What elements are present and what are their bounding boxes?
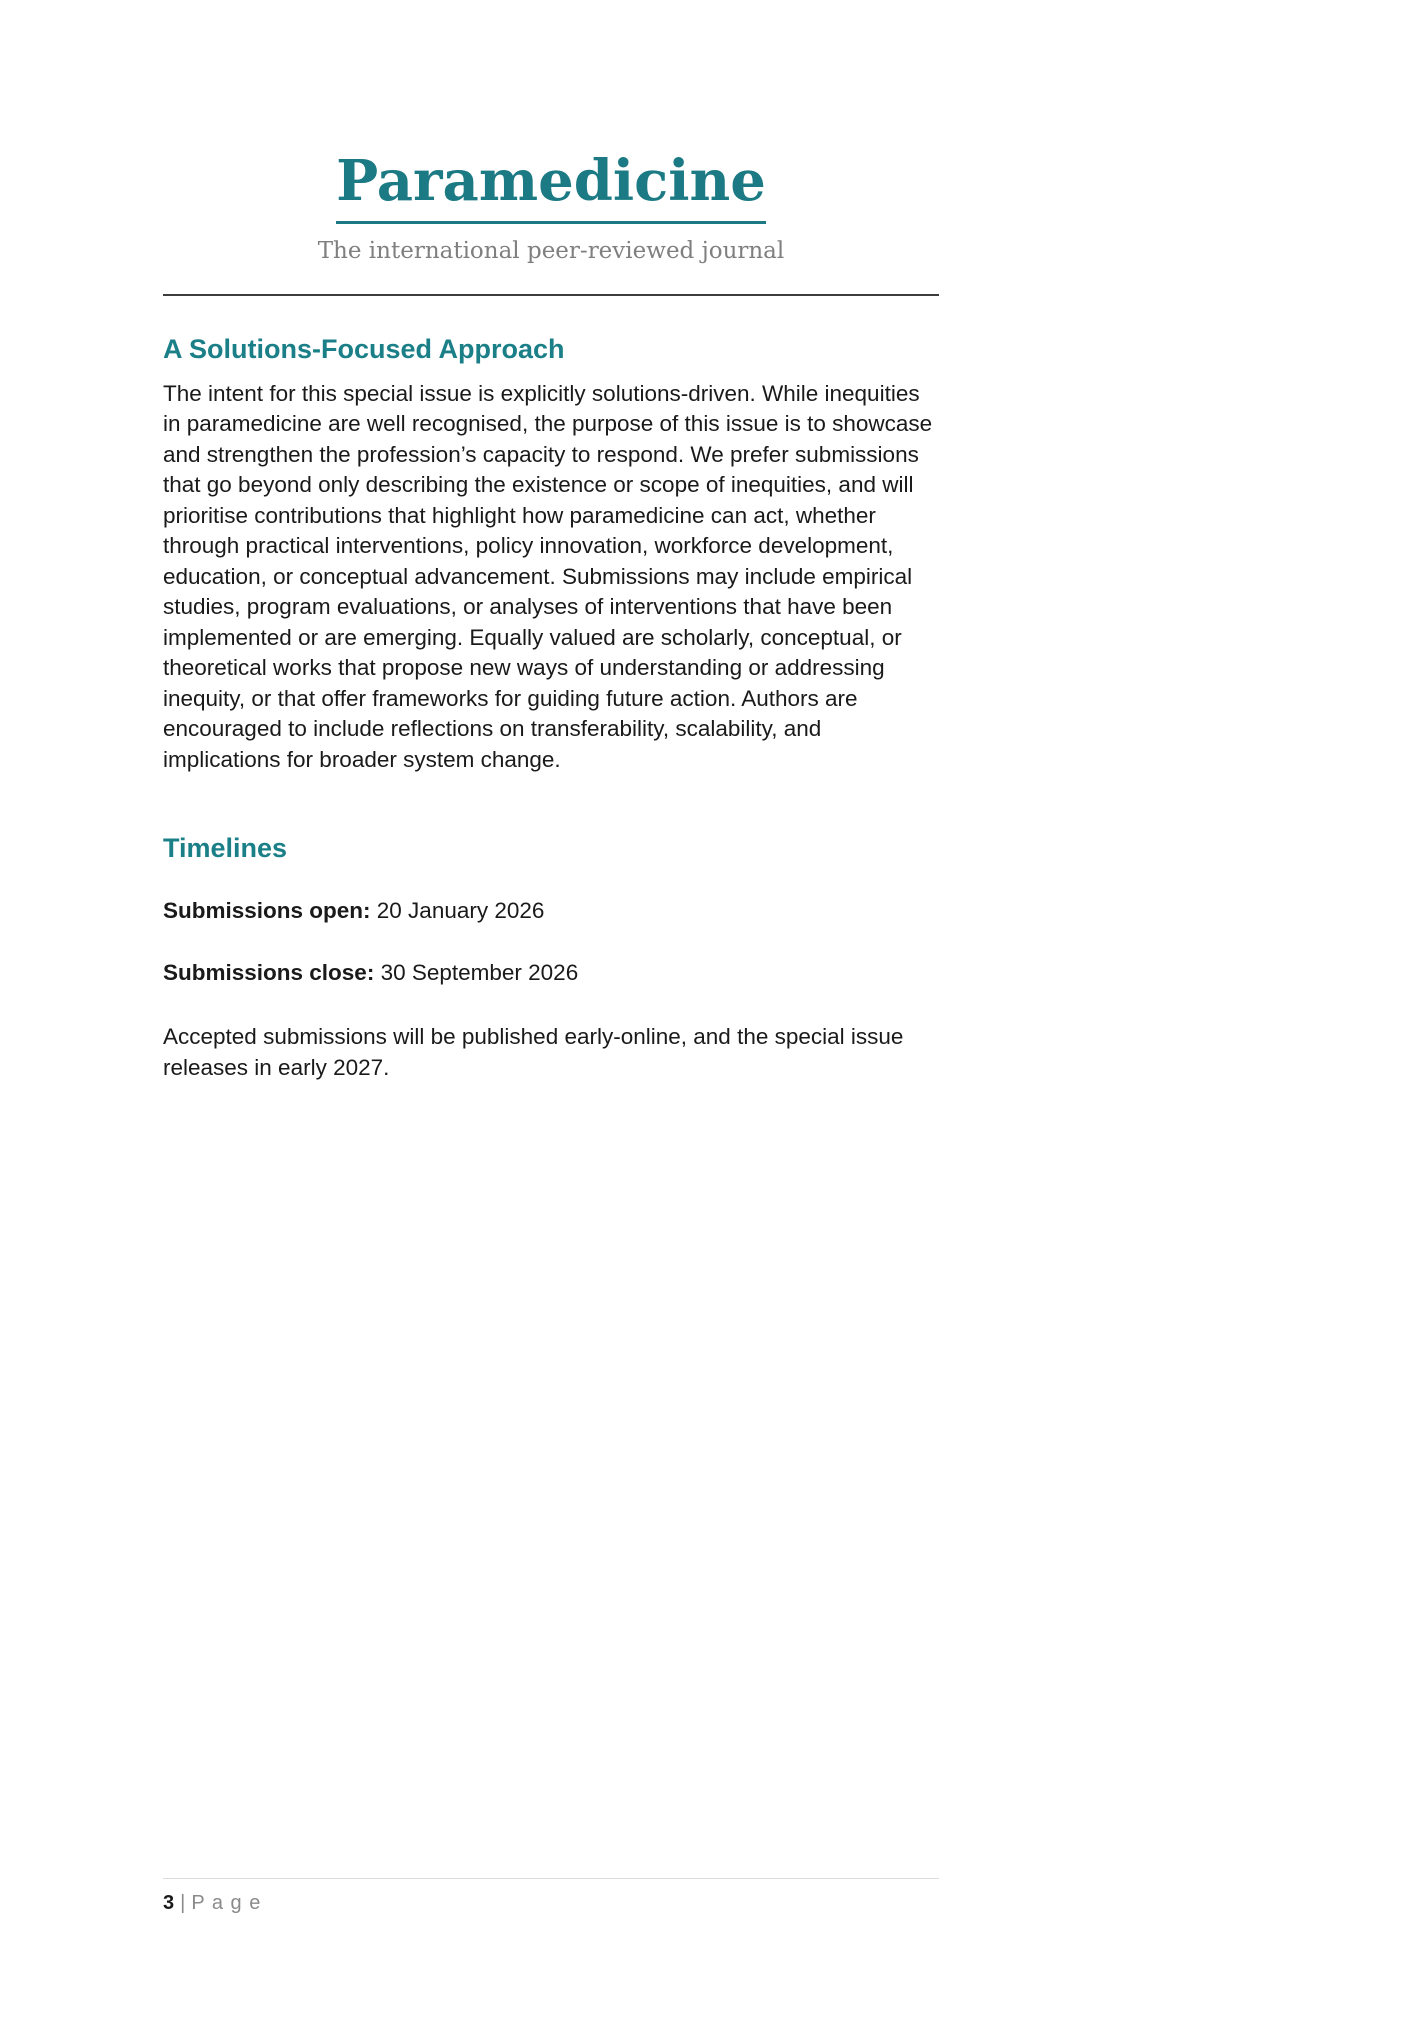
submissions-close-label: Submissions close:: [163, 960, 375, 986]
header-divider: [163, 294, 939, 296]
content-column: [163, 0, 939, 1083]
journal-logo: Paramedicine: [336, 152, 766, 224]
journal-tagline: The international peer-reviewed journal: [317, 237, 785, 264]
page-footer: [163, 1878, 939, 1915]
footer-page-word: P a g e: [191, 1892, 262, 1914]
solutions-paragraph: The intent for this special issue is explicitly solutions-driven. While inequities in paramedicine are well recognised, the purpose of this issue is to showcase and strengthen the profession’s capacity to respond. We prefer submissions that go beyond only describing the existence or scope of inequities, and will prioritise contributions that highlight how paramedicine can act, whether through practical interventions, policy innovation, workforce development, education, or conceptual advancement. Submissions may include empirical studies, program evaluations, or analyses of interventions that have been implemented or are emerging. Equally valued are scholarly, conceptual, or theoretical works that propose new ways of understanding or addressing inequity, or that offer frameworks for guiding future action. Authors are encouraged to include reflections on transferability, scalability, and implications for broader system change.: [163, 380, 933, 772]
timeline-item-open: [163, 896, 939, 926]
timeline-item-close: [163, 958, 939, 988]
section-heading-timelines: Timelines: [163, 833, 288, 864]
section-heading-solutions: A Solutions-Focused Approach: [163, 333, 565, 364]
submissions-open-label: Submissions open:: [163, 898, 371, 924]
submissions-close-date: 30 September 2026: [374, 960, 579, 986]
submissions-open-date: 20 January 2026: [370, 898, 545, 924]
footer-separator: |: [180, 1892, 186, 1914]
journal-header: [163, 0, 939, 296]
publication-note: Accepted submissions will be published early-online, and the special issue releases in early 2027.: [163, 1024, 904, 1080]
footer-page-number: 3: [163, 1892, 175, 1914]
